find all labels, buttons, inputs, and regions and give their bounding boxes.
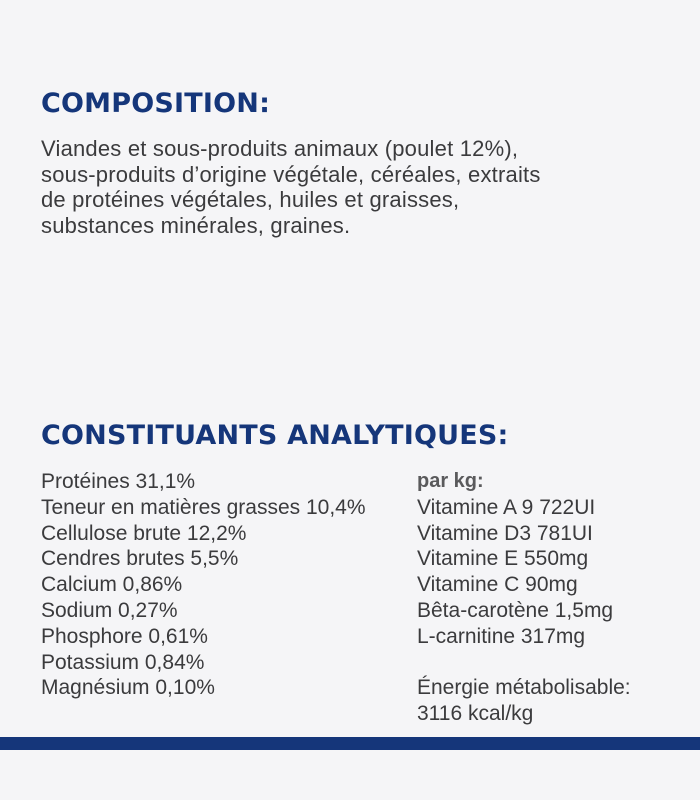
energy-value: 3116 kcal/kg [417, 702, 534, 726]
constituent-item: Cendres brutes 5,5% [41, 547, 239, 571]
composition-line: sous-produits d’origine végétale, céréales, extraits [41, 161, 541, 187]
constituent-item: Calcium 0,86% [41, 573, 183, 597]
additives-list [417, 469, 631, 727]
additive-item: Vitamine C 90mg [417, 573, 578, 597]
bottom-accent-bar [0, 737, 700, 750]
composition-heading: COMPOSITION: [41, 88, 271, 119]
constituent-item: Potassium 0,84% [41, 650, 205, 674]
analytics-heading: CONSTITUANTS ANALYTIQUES: [41, 420, 509, 451]
composition-text [41, 136, 681, 238]
constituent-item: Cellulose brute 12,2% [41, 521, 247, 545]
energy-label: Énergie métabolisable: [417, 676, 631, 700]
additive-item: L-carnitine 317mg [417, 624, 586, 648]
additive-item: Bêta-carotène 1,5mg [417, 598, 614, 622]
constituent-item: Phosphore 0,61% [41, 624, 208, 648]
composition-line: de protéines végétales, huiles et graisses, [41, 187, 460, 212]
constituent-item: Magnésium 0,10% [41, 676, 215, 700]
constituents-list [41, 469, 366, 701]
constituent-item: Teneur en matières grasses 10,4% [41, 495, 366, 519]
additive-item: Vitamine E 550mg [417, 547, 589, 571]
spacer [417, 650, 631, 676]
constituent-item: Protéines 31,1% [41, 470, 196, 493]
per-kg-label: par kg: [417, 470, 484, 492]
additive-item: Vitamine A 9 722UI [417, 495, 596, 519]
additive-item: Vitamine D3 781UI [417, 521, 593, 545]
composition-line: Viandes et sous-produits animaux (poulet 12%), [41, 136, 519, 161]
composition-line: substances minérales, graines. [41, 212, 351, 238]
constituent-item: Sodium 0,27% [41, 598, 178, 622]
